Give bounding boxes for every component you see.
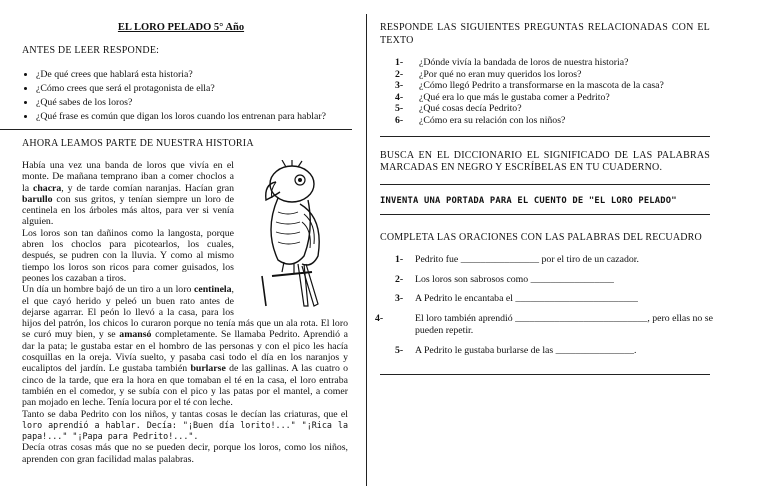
divider: [0, 129, 352, 130]
questions-list: [395, 57, 755, 127]
column-divider: [366, 14, 367, 486]
divider: [380, 214, 710, 215]
dictionary-heading: BUSCA EN EL DICCIONARIO EL SIGNIFICADO DE LAS PALABRAS MARCADAS EN NEGRO Y ESCRÍBELAS EN TU CUADERNO.: [380, 150, 710, 173]
keyword: barullo: [22, 193, 53, 205]
keyword: chacra: [33, 182, 62, 194]
list-item: 1- Pedrito fue ________________ por el tiro de un cazador.: [395, 254, 639, 265]
pre-reading-list: [0, 68, 386, 124]
list-item: • ¿Qué frase es común que digan los loros cuando los entrenan para hablar?: [36, 110, 386, 124]
list-item: • ¿Cómo crees que será el protagonista de ella?: [36, 82, 386, 96]
story-paragraph: Tanto se daba Pedrito con los niños, y tantas cosas le decían las criaturas, que el loro aprendió a hablar. Decía: "¡Buen día lorito!..." "¡Rica la papa!..." "¡Papa para Pedrito!...".: [22, 408, 348, 442]
story-paragraph: Los loros son tan dañinos como la langosta, porque abren los choclos para picotearlos, los cuales, después, se pudren con la lluvia. Y como al mismo tiempo los loros son ricos para comer guisados, los peones los cazaban a tiros.: [22, 227, 234, 284]
parrot-illustration: [242, 160, 348, 310]
list-item: 1- ¿Dónde vivía la bandada de loros de nuestra historia?: [395, 57, 629, 68]
story-paragraph: Un día un hombre bajó de un tiro a un loro centinela, el que cayó herido y peleó un buen rato antes de dejarse agarrar. El peón lo llevó a la casa, para los hijos del patrón, los chicos lo curaron porque no tenía más que un ala rota. El loro se curó muy bien, y se amansó completamente. Se llamaba Pedrito. Aprendió a dar la pata; le gustaba estar en el hombro de las personas y con el pico les hacía cosquillas en la oreja. Vivía suelto, y pasaba casi todo el día en los naranjos y eucaliptos del jardín. Le gustaba también burlarse de las gallinas. A las cuatro o cinco de la tarde, que era la hora en que tomaban el té en la casa, el loro entraba también en el comedor, y se subía con el pico y las patas por el mantel, a comer pan mojado en leche. Tenía locura por el té con leche.: [22, 284, 349, 409]
divider: [380, 184, 710, 185]
page-title: EL LORO PELADO 5° Año: [117, 22, 245, 33]
keyword: centinela: [194, 284, 232, 296]
list-item: • ¿Qué sabes de los loros?: [36, 96, 386, 110]
list-item: 6- ¿Cómo era su relación con los niños?: [395, 114, 566, 126]
list-item: 4- El loro también aprendió ___________________________, pero ellas no se pueden repetir.: [375, 312, 713, 336]
reading-heading: AHORA LEAMOS PARTE DE NUESTRA HISTORIA: [22, 138, 254, 149]
divider: [380, 374, 710, 375]
story-paragraph: Decía otras cosas más que no se pueden decir, porque los loros, como los niños, aprenden con gran facilidad malas palabras.: [22, 442, 348, 465]
keyword: amansó: [119, 329, 152, 341]
list-item: 5- A Pedrito le gustaba burlarse de las ________________.: [395, 344, 637, 356]
list-item: 3- ¿Cómo llegó Pedrito a transformarse en la mascota de la casa?: [395, 80, 664, 92]
divider: [380, 136, 710, 137]
list-item: 3- A Pedrito le encantaba el _________________________: [395, 293, 638, 304]
complete-heading: COMPLETA LAS ORACIONES CON LAS PALABRAS DEL RECUADRO: [380, 232, 702, 243]
story-text: [22, 160, 348, 465]
complete-list: [375, 254, 715, 364]
story-paragraph: Había una vez una banda de loros que vivía en el monte. De mañana temprano iban a comer choclos a la chacra, y de tarde comían naranjas. Hacían gran barullo con sus gritos, y tenían siempre un loro de centinela en los árboles más altos, para ver si venía alguien.: [22, 160, 234, 228]
list-item: 2- ¿Por qué no eran muy queridos los loros?: [395, 68, 582, 80]
list-item: 2- Los loros son sabrosos como _________________: [395, 273, 614, 285]
cover-heading: INVENTA UNA PORTADA PARA EL CUENTO DE "EL LORO PELADO": [380, 196, 677, 206]
list-item: 4- ¿Qué era lo que más le gustaba comer a Pedrito?: [395, 91, 610, 103]
questions-heading: RESPONDE LAS SIGUIENTES PREGUNTAS RELACIONADAS CON EL TEXTO: [380, 22, 710, 46]
list-item: 5- ¿Qué cosas decía Pedrito?: [395, 103, 522, 115]
list-item: • ¿De qué crees que hablará esta historia?: [36, 68, 386, 82]
pre-reading-heading: ANTES DE LEER RESPONDE:: [22, 45, 160, 56]
keyword: burlarse: [190, 363, 226, 375]
